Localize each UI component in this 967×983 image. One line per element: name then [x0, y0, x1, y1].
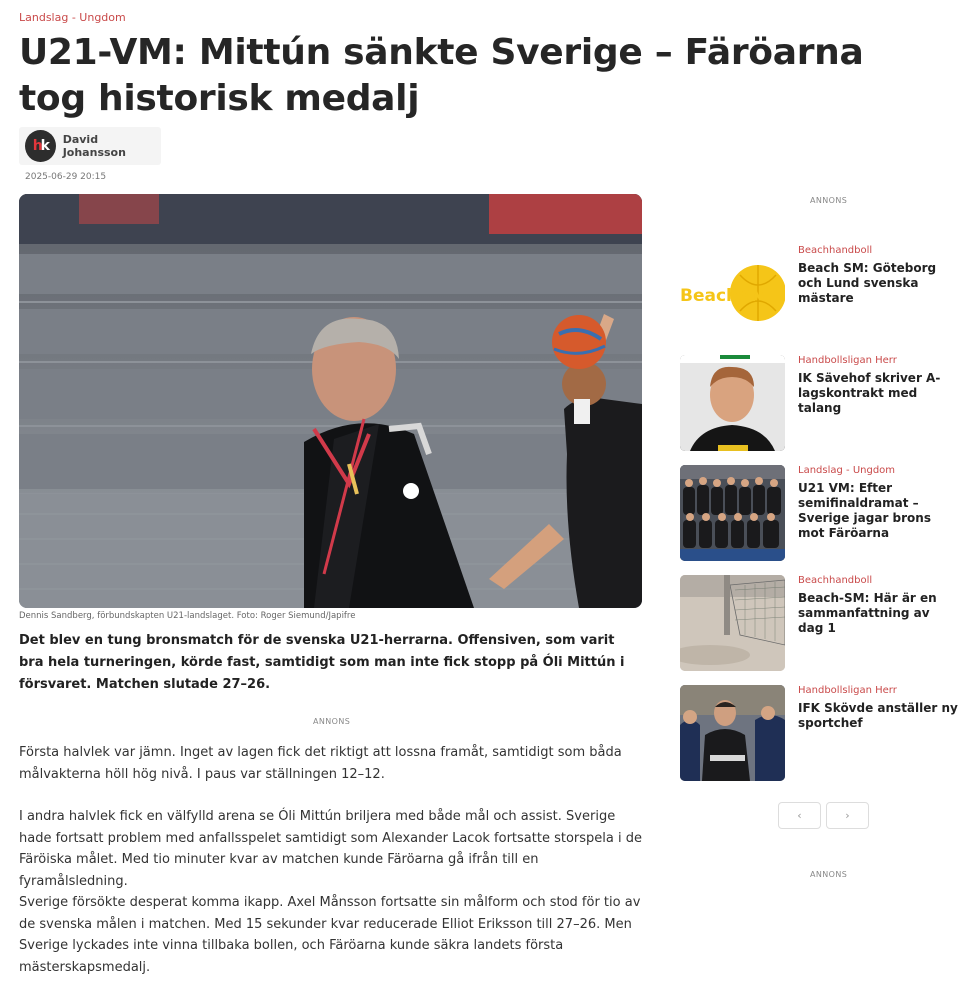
sidebar-category[interactable]: Beachhandboll: [798, 575, 873, 586]
ad-label-sidebar-top: ANNONS: [810, 196, 848, 205]
sidebar-thumb-text: BeachSM: [680, 286, 768, 306]
article-paragraph-1: Första halvlek var jämn. Inget av lagen fick det riktigt att lossna framåt, samtidigt som båda målvakterna höll hög nivå. I paus var ställningen 12–12.: [19, 745, 622, 782]
article-paragraph-3: Sverige försökte desperat komma ikapp. Axel Månsson fortsatte sin målform och stod för tio av de svenska målen i matchen. Med 15 sekunder kvar reducerade Elliot Eriksson till 27–26. Men Sverige lyckades inte vinna tillbaka bollen, och Färöarna kunde säkra landets första mästerskapsmedalj.: [19, 895, 641, 975]
sidebar-category[interactable]: Handbollsligan Herr: [798, 355, 897, 366]
sidebar-title[interactable]: IFK Skövde anställer ny sportchef: [798, 701, 958, 730]
article-paragraph-2: I andra halvlek fick en välfylld arena se Óli Mittún briljera med både mål och assist. Sverige hade fortsatt problem med anfallsspelet samtidigt som Alexander Lacok fortsatte storspela i de Färöiska målet. Med tio minuter kvar av matchen kunde Färöarna gå ifrån till en fyramålsledning.: [19, 809, 642, 889]
author-name[interactable]: David Johansson: [62, 133, 126, 159]
sidebar-article-5[interactable]: [680, 685, 960, 781]
sidebar-thumb-beach-court[interactable]: [680, 575, 785, 671]
sidebar-thumb-player-portrait[interactable]: [680, 355, 785, 451]
sidebar-title[interactable]: Beach-SM: Här är en sammanfattning av dag 1: [798, 591, 937, 635]
sidebar-title[interactable]: Beach SM: Göteborg och Lund svenska mästare: [798, 261, 937, 305]
sidebar-category[interactable]: Handbollsligan Herr: [798, 685, 897, 696]
sidebar-next-button[interactable]: [826, 802, 869, 829]
article-category[interactable]: Landslag - Ungdom: [19, 11, 126, 24]
sidebar-thumb-beach-sm[interactable]: [680, 245, 785, 341]
article-lead: Det blev en tung bronsmatch för de svenska U21-herrarna. Offensiven, som varit bra hela turneringen, körde fast, samtidigt som man inte fick stopp på Óli Mittún i försvaret. Matchen slutade 27–26.: [19, 633, 625, 692]
sidebar-category[interactable]: Beachhandboll: [798, 245, 873, 256]
sidebar-article-1[interactable]: [680, 245, 960, 341]
sidebar-prev-button[interactable]: [778, 802, 821, 829]
sidebar-thumb-bench-photo[interactable]: [680, 685, 785, 781]
article-date: 2025-06-29 20:15: [25, 172, 107, 182]
ad-label-article: ANNONS: [313, 717, 351, 726]
sidebar-article-3[interactable]: [680, 465, 960, 561]
author-avatar: h k: [25, 130, 56, 162]
hero-image: [19, 194, 642, 608]
ad-label-sidebar-bottom: ANNONS: [810, 870, 848, 879]
sidebar-thumb-team-photo[interactable]: [680, 465, 785, 561]
image-caption: Dennis Sandberg, förbundskapten U21-landslaget. Foto: Roger Siemund/Japifre: [19, 611, 356, 621]
chevron-right-icon: ›: [845, 809, 850, 822]
sidebar-title[interactable]: IK Sävehof skriver A-lagskontrakt med talang: [798, 371, 941, 415]
article-title: U21-VM: Mittún sänkte Sverige – Färöarna tog historisk medalj: [19, 32, 864, 119]
sidebar-category[interactable]: Landslag - Ungdom: [798, 465, 896, 476]
sidebar-article-4[interactable]: [680, 575, 960, 671]
chevron-left-icon: ‹: [797, 809, 802, 822]
sidebar-article-2[interactable]: [680, 355, 960, 451]
author-chip[interactable]: [19, 127, 161, 165]
sidebar-title[interactable]: U21 VM: Efter semifinaldramat – Sverige jagar brons mot Färöarna: [798, 481, 931, 540]
